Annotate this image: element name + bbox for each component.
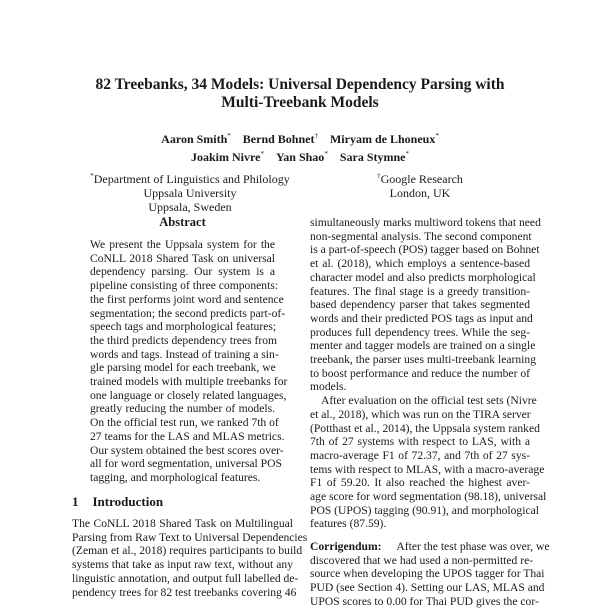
text-line: PUD (see Section 4). Setting our LAS, MLAS and (310, 581, 545, 595)
paper-title-line-1: 82 Treebanks, 34 Models: Universal Dependency Parsing with (95, 76, 505, 93)
text-line: 27 teams for the LAS and MLAS metrics. (90, 429, 285, 443)
text-line: trained models with multiple treebanks for (90, 375, 288, 388)
author-name: Yan Shao* (275, 150, 328, 164)
text-line: the third predicts dependency trees from (90, 333, 278, 347)
text-line: gle parsing model for each treebank, we (90, 361, 276, 375)
text-line: (Potthast et al., 2014), the Uppsala system ranked (310, 421, 540, 435)
text-line: discovered that we had used a non-permitted re- (310, 553, 534, 567)
text-line: On the official test run, we ranked 7th of (90, 416, 279, 430)
text-line: non-segmental analysis. The second component (310, 229, 532, 243)
text-line: UPOS scores to 0.00 for Thai PUD gives the cor- (310, 594, 539, 608)
text-line: pipeline consisting of three components: (90, 279, 279, 293)
text-line: Parsing from Raw Text to Universal Dependencies (72, 530, 308, 544)
author-name: Joakim Nivre* (191, 150, 264, 164)
text-line: tems with respect to MLAS, with a macro-average (310, 462, 545, 476)
corrigendum-first-line: Corrigendum: After the test phase was over, we (310, 540, 550, 554)
text-line: source when developing the UPOS tagger for Thai (310, 567, 545, 581)
text-line: dependency parsing. Our system is a (90, 265, 275, 279)
text-line: macro-average F1 of 72.37, and 7th of 27 sys- (310, 448, 530, 462)
text-line: menter and tagger models are trained on a single (310, 339, 536, 353)
text-line: treebank, the parser uses multi-treebank learning (310, 353, 536, 366)
text-line: 7th of 27 systems with respect to LAS, with a (310, 435, 530, 449)
text-line: models. (310, 380, 347, 394)
text-line: words and their predicted POS tags as input and (310, 311, 533, 325)
abstract-heading: Abstract (159, 215, 206, 229)
text-line: based dependency parser that takes segmented (310, 298, 530, 312)
authors-line-1 (0, 132, 600, 147)
authors-line-2 (0, 150, 600, 165)
text-line: the first performs joint word and sentence (90, 292, 284, 306)
corrigendum-label: Corrigendum: (310, 540, 382, 554)
text-line: systems that take as input raw text, without any (72, 558, 293, 572)
affiliation-uppsala: *Department of Linguistics and Philology Uppsala University Uppsala, Sweden (90, 172, 290, 214)
text-line: age score for word segmentation (98.18), universal (310, 490, 547, 503)
text-line: is a part-of-speech (POS) tagger based on Bohnet (310, 243, 540, 257)
text-line: one language or closely related languages, (90, 388, 287, 402)
text-line: F1 of 59.20. It also reached the highest aver- (310, 476, 530, 490)
author-name: Bernd Bohnet† (242, 132, 318, 146)
text-line: to boost performance and reduce the number of (310, 366, 530, 380)
text-line: pendency trees for 82 test treebanks covering 46 (72, 585, 297, 599)
text-line: features (87.59). (310, 517, 387, 531)
text-line: After evaluation on the official test sets (Nivre (321, 394, 537, 408)
text-line: tagging, and morphological features. (90, 470, 261, 484)
author-name: Sara Stymne* (339, 150, 409, 164)
text-line: Our system obtained the best scores over- (90, 443, 284, 457)
text-line: character model and also predicts morphological (310, 270, 536, 284)
text-line: We present the Uppsala system for the (90, 238, 275, 251)
text-line: produces full dependency trees. While the seg- (310, 325, 530, 339)
text-line: et al., 2018), which was run on the TIRA server (310, 407, 531, 421)
author-name: Miryam de Lhoneux* (329, 132, 439, 146)
text-line: segmentation; the second predicts part-of- (90, 306, 286, 320)
paper-title-line-2: Multi-Treebank Models (221, 94, 379, 111)
author-name: Aaron Smith* (161, 132, 231, 146)
introduction-heading: 1 Introduction (72, 494, 164, 509)
text-line: speech tags and morphological features; (90, 320, 277, 334)
text-line: words and tags. Instead of training a sin- (90, 347, 279, 361)
text-line: et al. (2018), which employs a sentence-based (310, 257, 530, 271)
text-line: simultaneously marks multiword tokens that need (310, 216, 541, 229)
text-line: The CoNLL 2018 Shared Task on Multilingual (72, 517, 293, 530)
text-line: linguistic annotation, and output full labelled de- (72, 571, 299, 585)
text-line: features. The final stage is a greedy transition- (310, 284, 530, 298)
text-line: CoNLL 2018 Shared Task on universal (90, 251, 275, 265)
text-line: POS (UPOS) tagging (90.91), and morphological (310, 503, 539, 517)
text-line: all for word segmentation, universal POS (90, 457, 282, 471)
text-line: greatly reducing the number of models. (90, 402, 275, 416)
text-line: (Zeman et al., 2018) requires participants to build (72, 544, 303, 558)
affiliation-google: †Google Research London, UK (377, 172, 463, 200)
